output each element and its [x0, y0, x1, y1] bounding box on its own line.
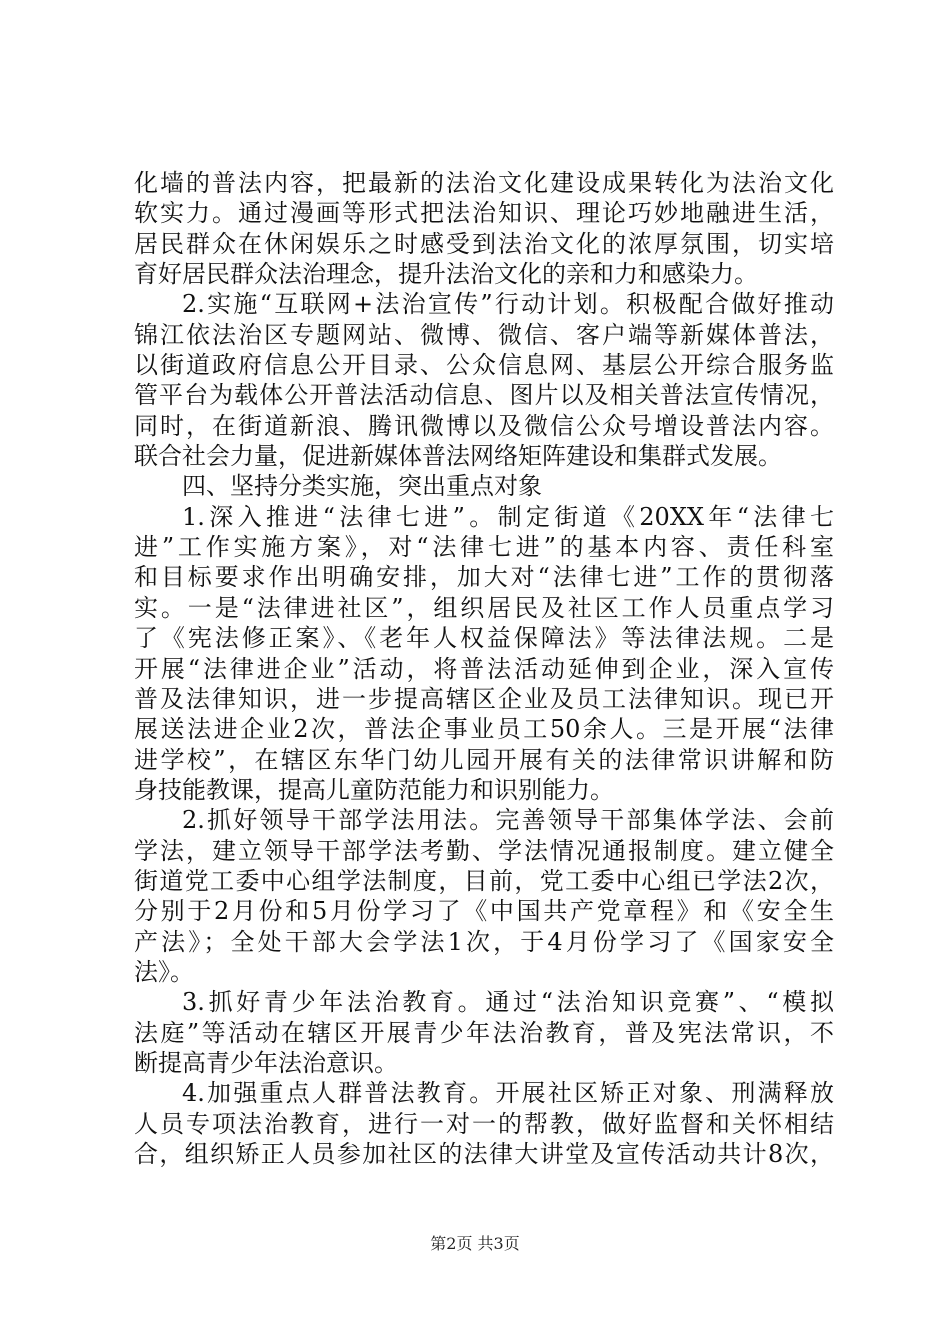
text-line: 身技能教课，提高儿童防范能力和识别能力。 [134, 775, 614, 804]
text-line: 合，组织矫正人员参加社区的法律大讲堂及宣传活动共计8次， [134, 1140, 834, 1168]
text-line: 管平台为载体公开普法活动信息、图片以及相关普法宣传情况， [134, 381, 834, 410]
text-line: 2.实施“互联网+法治宣传”行动计划。积极配合做好推动 [182, 290, 834, 319]
text-line: 进学校”，在辖区东华门幼儿园开展有关的法律常识讲解和防 [134, 745, 834, 774]
text-line: 人员专项法治教育，进行一对一的帮教，做好监督和关怀相结 [134, 1109, 834, 1138]
text-line: 联合社会力量，促进新媒体普法网络矩阵建设和集群式发展。 [134, 442, 782, 471]
document-body [134, 168, 834, 1169]
text-line: 2.抓好领导干部学法用法。完善领导干部集体学法、会前 [182, 806, 834, 835]
text-line: 化墙的普法内容，把最新的法治文化建设成果转化为法治文化 [134, 169, 834, 197]
page-footer: 第2页 共3页 [430, 1234, 520, 1253]
text-line: 1.深入推进“法律七进”。制定街道《20XX年“法律七 [182, 502, 834, 531]
text-line: 法》。 [134, 957, 194, 986]
text-line: 锦江依法治区专题网站、微博、微信、客户端等新媒体普法， [134, 320, 834, 349]
text-line: 4.加强重点人群普法教育。开展社区矫正对象、刑满释放 [182, 1079, 834, 1108]
text-line: 居民群众在休闲娱乐之时感受到法治文化的浓厚氛围，切实培 [134, 229, 834, 258]
text-line: 了《宪法修正案》、《老年人权益保障法》等法律法规。二是 [134, 624, 834, 653]
text-line: 法庭”等活动在辖区开展青少年法治教育，普及宪法常识，不 [134, 1018, 834, 1047]
text-line: 街道党工委中心组学法制度，目前，党工委中心组已学法2次， [134, 866, 834, 895]
text-line: 软实力。通过漫画等形式把法治知识、理论巧妙地融进生活， [134, 199, 834, 228]
text-line: 学法，建立领导干部学法考勤、学法情况通报制度。建立健全 [134, 836, 834, 865]
text-line: 产法》；全处干部大会学法1次，于4月份学习了《国家安全 [134, 927, 834, 956]
text-line: 展送法进企业2次，普法企事业员工50余人。三是开展“法律 [134, 715, 834, 744]
text-line: 育好居民群众法治理念，提升法治文化的亲和力和感染力。 [134, 260, 758, 289]
text-line: 3.抓好青少年法治教育。通过“法治知识竞赛”、“模拟 [182, 988, 834, 1017]
text-line: 断提高青少年法治意识。 [134, 1048, 398, 1077]
text-line: 开展“法律进企业”活动，将普法活动延伸到企业，深入宣传 [134, 654, 834, 683]
text-line: 进”工作实施方案》，对“法律七进”的基本内容、责任科室 [134, 533, 834, 562]
text-line: 普及法律知识，进一步提高辖区企业及员工法律知识。现已开 [134, 684, 834, 713]
text-line: 实。一是“法律进社区”，组织居民及社区工作人员重点学习 [134, 593, 834, 622]
text-line: 和目标要求作出明确安排，加大对“法律七进”工作的贯彻落 [134, 563, 834, 592]
text-line: 以街道政府信息公开目录、公众信息网、基层公开综合服务监 [134, 351, 834, 380]
text-line: 同时，在街道新浪、腾讯微博以及微信公众号增设普法内容。 [134, 411, 834, 440]
text-line: 分别于2月份和5月份学习了《中国共产党章程》和《安全生 [134, 897, 834, 926]
text-line: 四、坚持分类实施，突出重点对象 [182, 472, 542, 501]
